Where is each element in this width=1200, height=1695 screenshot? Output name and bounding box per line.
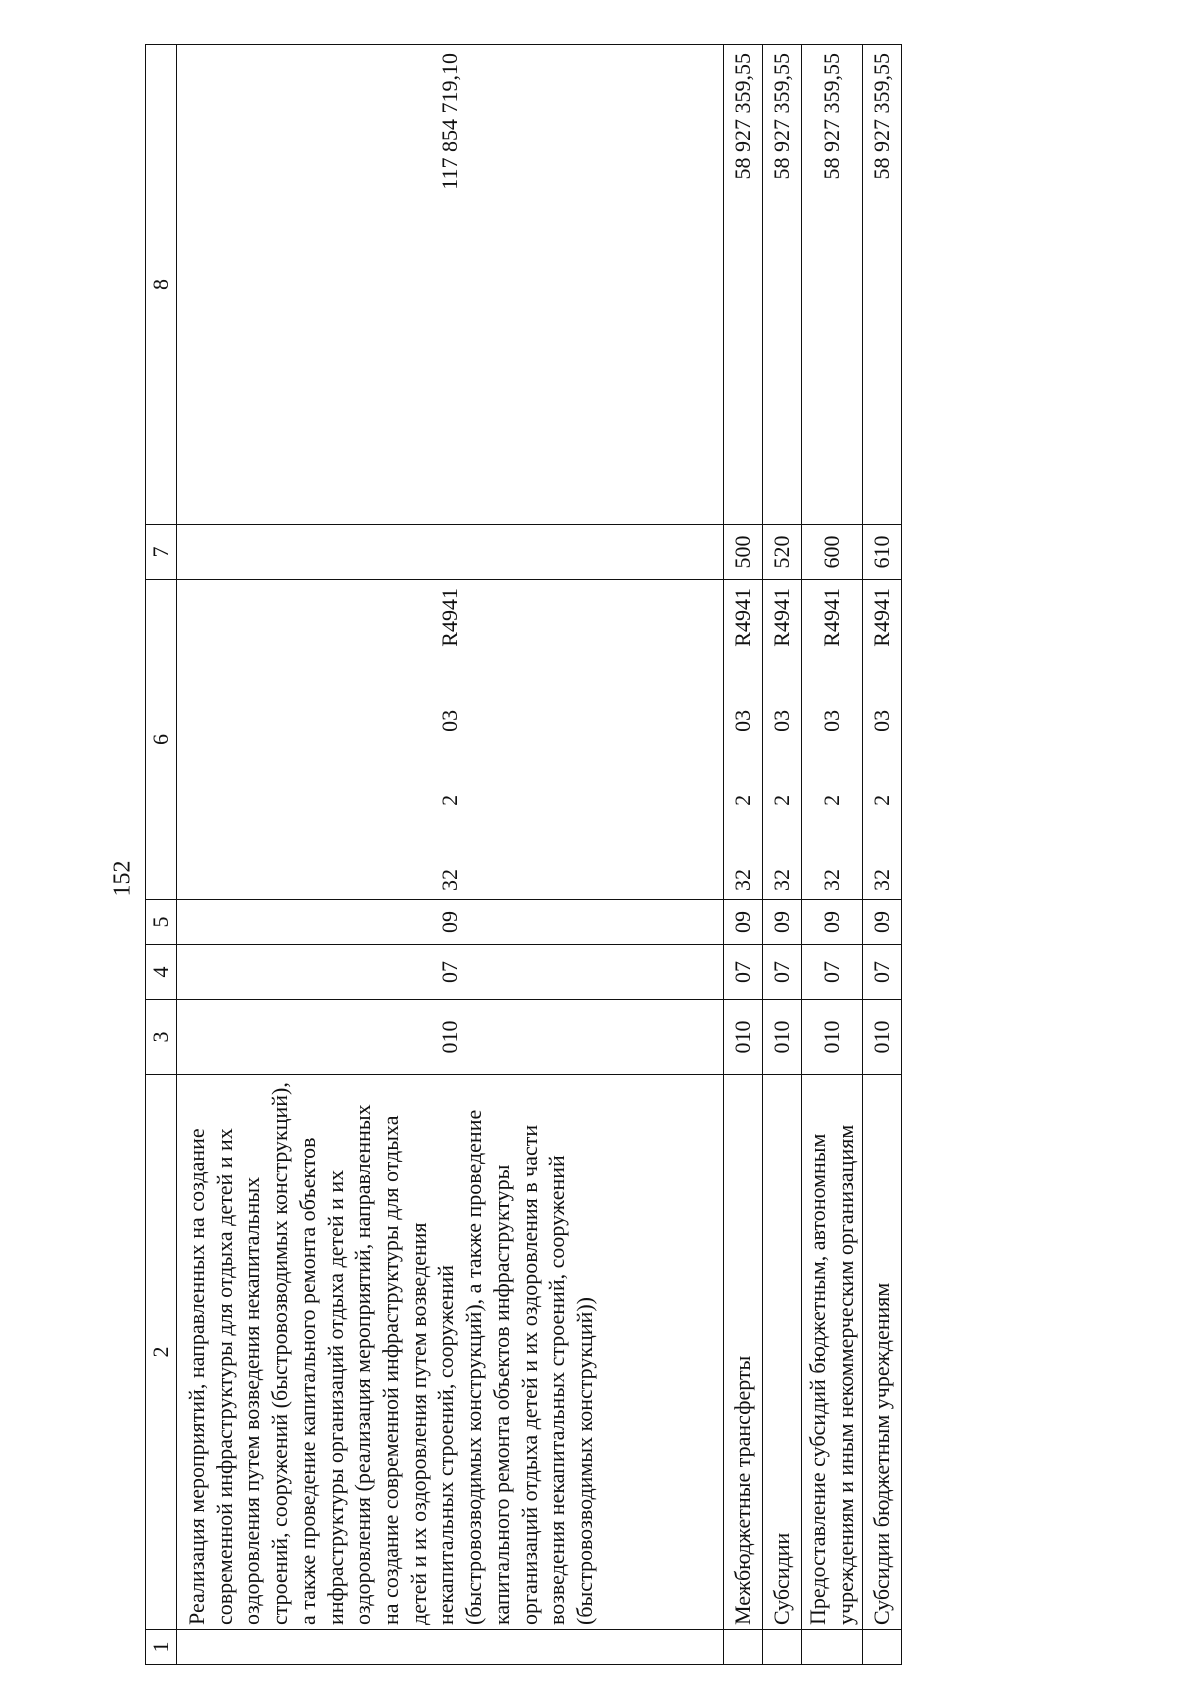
budget-table-sheet — [145, 45, 957, 1665]
budget-table — [145, 44, 902, 1665]
section-code: 07 — [802, 945, 863, 1000]
page-number: 152 — [109, 860, 136, 897]
header-col-1: 1 — [146, 1630, 177, 1665]
row-number-cell — [763, 1630, 802, 1665]
grbs-code: 010 — [724, 1000, 763, 1075]
row-name: Реализация мероприятий, направленных на создание современной инфраструктуры для отдыха детей и их оздоровления путем возведения некапитальных строений, сооружений (быстровозводимых конструкций), а также проведение капитального ремонта объектов инфраструктуры организаций отдыха детей и их оздоровления (реализация мероприятий, направленных на создание современной инфраструктуры для отдыха детей и их оздоровления путем возведения некапитальных строений, сооружений (быстровозводимых конструкций), а также проведение капитального ремонта объектов инфраструктуры организаций отдыха детей и их оздоровления в части возведения некапитальных строений, сооружений (быстровозводимых конструкций)) — [177, 1075, 724, 1630]
header-col-4: 4 — [146, 945, 177, 1000]
table-row — [863, 45, 902, 1665]
expense-type-code: 500 — [724, 525, 763, 580]
target-event-code: 03 — [819, 709, 845, 732]
table-row — [177, 45, 724, 1665]
amount-value: 117 854 719,10 — [177, 45, 724, 525]
expense-type-code: 520 — [763, 525, 802, 580]
section-code: 07 — [763, 945, 802, 1000]
target-direction-code: R4941 — [730, 588, 756, 647]
expense-type-code: 610 — [863, 525, 902, 580]
table-row — [763, 45, 802, 1665]
target-event-code: 03 — [730, 709, 756, 732]
target-article-code — [763, 580, 802, 900]
subsection-code: 09 — [177, 900, 724, 945]
row-number-cell — [724, 1630, 763, 1665]
expense-type-code — [177, 525, 724, 580]
row-name: Субсидии — [763, 1075, 802, 1630]
section-code: 07 — [724, 945, 763, 1000]
target-article-code — [863, 580, 902, 900]
header-col-5: 5 — [146, 900, 177, 945]
target-subprogram-code: 2 — [769, 794, 795, 806]
target-program-code: 32 — [437, 869, 463, 891]
subsection-code: 09 — [802, 900, 863, 945]
section-code: 07 — [863, 945, 902, 1000]
grbs-code: 010 — [802, 1000, 863, 1075]
subsection-code: 09 — [763, 900, 802, 945]
target-direction-code: R4941 — [437, 588, 463, 647]
row-name: Предоставление субсидий бюджетным, автономным учреждениям и иным некоммерческим организациям — [802, 1075, 863, 1630]
target-direction-code: R4941 — [819, 588, 845, 647]
row-name: Субсидии бюджетным учреждениям — [863, 1075, 902, 1630]
row-number-cell — [863, 1630, 902, 1665]
amount-value: 58 927 359,55 — [802, 45, 863, 525]
amount-value: 58 927 359,55 — [724, 45, 763, 525]
target-program-code: 32 — [869, 869, 895, 891]
target-subprogram-code: 2 — [819, 794, 845, 806]
header-col-3: 3 — [146, 1000, 177, 1075]
target-event-code: 03 — [769, 709, 795, 732]
header-col-2: 2 — [146, 1075, 177, 1630]
subsection-code: 09 — [863, 900, 902, 945]
table-row — [724, 45, 763, 1665]
row-number-cell — [802, 1630, 863, 1665]
grbs-code: 010 — [863, 1000, 902, 1075]
grbs-code: 010 — [177, 1000, 724, 1075]
target-subprogram-code: 2 — [730, 794, 756, 806]
target-event-code: 03 — [869, 709, 895, 732]
header-col-6: 6 — [146, 580, 177, 900]
section-code: 07 — [177, 945, 724, 1000]
header-col-8: 8 — [146, 45, 177, 525]
amount-value: 58 927 359,55 — [863, 45, 902, 525]
row-number-cell — [177, 1630, 724, 1665]
subsection-code: 09 — [724, 900, 763, 945]
table-row — [802, 45, 863, 1665]
target-article-code — [802, 580, 863, 900]
target-program-code: 32 — [819, 869, 845, 891]
target-program-code: 32 — [769, 869, 795, 891]
amount-value: 58 927 359,55 — [763, 45, 802, 525]
header-col-7: 7 — [146, 525, 177, 580]
target-subprogram-code: 2 — [869, 794, 895, 806]
target-article-code — [177, 580, 724, 900]
grbs-code: 010 — [763, 1000, 802, 1075]
target-article-code — [724, 580, 763, 900]
row-name: Межбюджетные трансферты — [724, 1075, 763, 1630]
header-row — [146, 45, 177, 1665]
target-direction-code: R4941 — [769, 588, 795, 647]
target-event-code: 03 — [437, 709, 463, 732]
target-direction-code: R4941 — [869, 588, 895, 647]
target-subprogram-code: 2 — [437, 794, 463, 806]
target-program-code: 32 — [730, 869, 756, 891]
expense-type-code: 600 — [802, 525, 863, 580]
